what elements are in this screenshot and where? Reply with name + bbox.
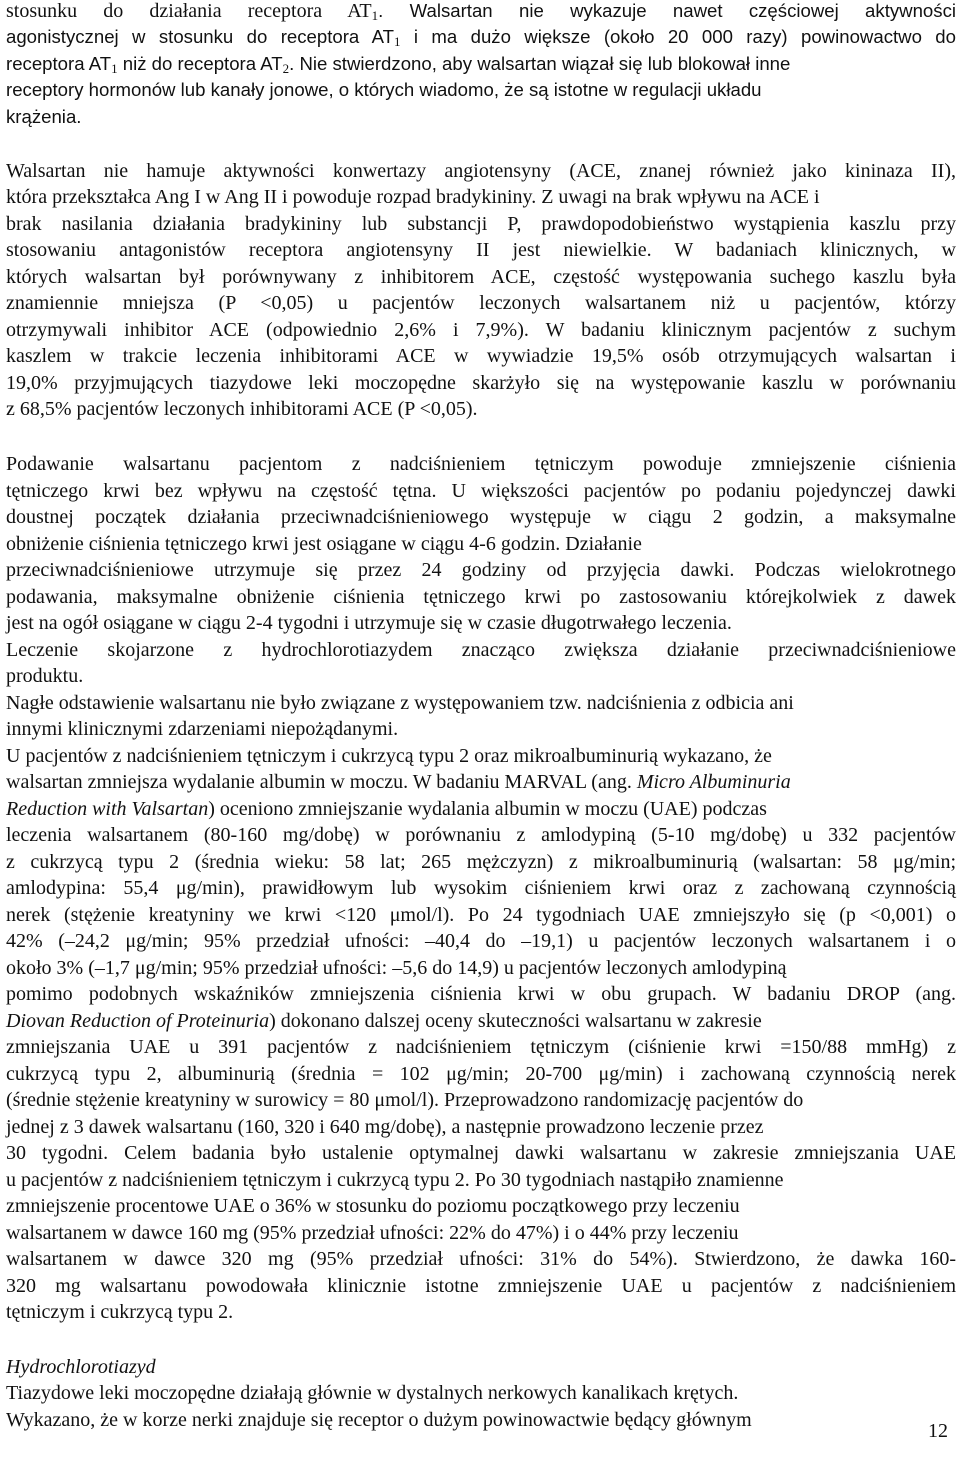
text-segment: ) oceniono zmniejszanie wydalania albumin w moczu (UAE) podczas [208,798,767,820]
italic-text: Reduction with Valsartan [6,798,209,820]
text-segment: receptora AT [6,53,112,74]
text-line [6,343,956,370]
text-line [6,237,956,264]
text-line [6,875,956,902]
text-segment: leczenia walsartanem (80-160 mg/dobę) w porównaniu z amlodypiną (5-10 mg/dobę) u 332 pacjentów [6,824,956,846]
text-line [6,769,791,796]
text-line [6,158,956,185]
text-line [6,1354,156,1381]
text-line [6,77,762,104]
text-segment: walsartan zmniejsza wydalanie albumin w moczu. W badaniu MARVAL (ang. [6,771,637,793]
text-line [6,1193,740,1220]
text-segment: amlodypina: 55,4 μg/min), prawidłowym lub wysokim ciśnieniem krwi oraz z zachowaną czynnością [6,877,956,899]
text-segment: cukrzycą typu 2, albuminurią (średnia = 102 μg/min; 20-700 μg/min) i zachowaną czynnością nerek [6,1063,956,1085]
text-line [6,264,956,291]
text-line [6,1220,739,1247]
italic-text: Hydrochlorotiazyd [6,1356,156,1378]
text-segment: Leczenie skojarzone z hydrochlorotiazydem znacząco zwiększa działanie przeciwnadciśnieniowe [6,639,956,661]
text-segment: z cukrzycą typu 2 (średnia wieku: 58 lat; 265 mężczyzn) z mikroalbuminurią (walsartan: 58 μg/min; [6,851,956,873]
text-line [6,1061,956,1088]
text-segment: agonistycznej w stosunku do receptora AT [6,26,394,47]
text-segment: która przekształca Ang I w Ang II i powoduje rozpad bradykininy. Z uwagi na brak wpływu na ACE i [6,186,820,208]
text-line [6,663,83,690]
text-line [6,1034,956,1061]
italic-text: Diovan Reduction of Proteinuria [6,1010,270,1032]
text-segment: u pacjentów z nadciśnieniem tętniczym i cukrzycą typu 2. Po 30 tygodniach nastąpiło znamienne [6,1169,784,1191]
text-segment: jest na ogół osiągane w ciągu 2-4 tygodni i utrzymuje się w czasie długotrwałego leczenia. [6,612,732,634]
text-line [6,211,956,238]
text-line [6,531,642,558]
text-segment: doustnej początek działania przeciwnadciśnieniowego występuje w ciągu 2 godzin, a maksymalne [6,506,956,528]
text-segment: niż do receptora AT [117,53,283,74]
subscript: 1 [394,34,401,49]
text-segment: obniżenie ciśnienia tętniczego krwi jest osiągane w ciągu 4-6 godzin. Działanie [6,533,642,555]
text-line [6,1114,764,1141]
text-segment: ) dokonano dalszej oceny skuteczności walsartanu w zakresie [269,1010,762,1032]
text-line [6,184,820,211]
text-line [6,1008,762,1035]
text-line [6,822,956,849]
text-segment: Wykazano, że w korze nerki znajduje się receptor o dużym powinowactwie będący głównym [6,1409,752,1431]
text-line [6,51,790,78]
text-line [6,716,398,743]
text-line [6,0,956,25]
subscript: 1 [371,8,379,23]
text-line [6,1246,956,1273]
text-line [6,451,956,478]
text-segment: zmniejszenie procentowe UAE o 36% w stosunku do poziomu początkowego przy leczeniu [6,1195,740,1217]
text-segment: otrzymywali inhibitor ACE (odpowiednio 2,6% i 7,9%). W badaniu klinicznym pacjentów z suchym [6,319,956,341]
text-line [6,902,956,929]
text-segment: receptory hormonów lub kanały jonowe, o których wiadomo, że są istotne w regulacji układu [6,79,762,100]
text-segment: przeciwnadciśnieniowe utrzymuje się przez 24 godziny od przyjęcia dawki. Podczas wielokrotnego [6,559,956,581]
text-segment: produktu. [6,665,84,687]
text-line [6,743,772,770]
text-line [6,1299,233,1326]
text-segment: stosowaniu antagonistów receptora angiotensyny II jest niewielkie. W badaniach klinicznych, w [6,239,956,261]
subscript: 1 [111,61,118,76]
text-segment: znamiennie mniejsza (P <0,05) u pacjentów leczonych walsartanem niż u pacjentów, którzy [6,292,956,314]
text-segment: kaszlem w trakcie leczenia inhibitorami ACE w wywiadzie 19,5% osób otrzymujących walsartan i [6,345,956,367]
text-segment: Nagłe odstawienie walsartanu nie było związane z występowaniem tzw. nadciśnienia z odbicia ani [6,692,794,714]
text-segment: nerek (stężenie kreatyniny we krwi <120 μmol/l). Po 24 tygodniach UAE zmniejszyło się (p <0,001) o [6,904,956,926]
text-segment: podawania, maksymalne obniżenie ciśnienia tętniczego krwi po zastosowaniu którejkolwiek z dawek [6,586,956,608]
text-segment: Tiazydowe leki moczopędne działają głównie w dystalnych nerkowych kanalikach krętych. [6,1382,739,1404]
text-segment: tętniczym i cukrzycą typu 2. [6,1301,234,1323]
text-line [6,104,81,131]
text-line [6,1380,738,1407]
text-segment: . Nie stwierdzono, aby walsartan wiązał się lub blokował inne [289,53,791,74]
text-segment: walsartanem w dawce 160 mg (95% przedział ufności: 22% do 47%) i o 44% przy leczeniu [6,1222,739,1244]
text-segment: Walsartan nie hamuje aktywności konwertazy angiotensyny (ACE, znanej również jako kininaza II), [6,160,956,182]
text-line [6,584,956,611]
text-line [6,1407,752,1434]
subscript: 2 [282,61,290,76]
text-segment: (średnie stężenie kreatyniny w surowicy = 80 μmol/l). Przeprowadzono randomizację pacjentów do [6,1089,804,1111]
text-line [6,955,787,982]
text-line [6,1087,803,1114]
text-segment: 19,0% przyjmujących tiazydowe leki moczopędne skarżyło się na występowanie kaszlu w porównaniu [6,372,956,394]
text-segment: których walsartan był porównywany z inhibitorem ACE, częstość występowania suchego kaszlu była [6,266,956,288]
text-line [6,290,956,317]
text-line [6,637,956,664]
text-segment: z 68,5% pacjentów leczonych inhibitorami ACE (P <0,05). [6,398,478,420]
text-line [6,1167,784,1194]
text-segment: tętniczego krwi bez wpływu na częstość tętna. U większości pacjentów po podaniu pojedynczej dawki [6,480,956,502]
text-segment: pomimo podobnych wskaźników zmniejszenia ciśnienia krwi w obu grupach. W badaniu DROP (ang. [6,983,956,1005]
text-line [6,849,956,876]
text-line [6,796,767,823]
text-line [6,317,956,344]
text-segment: walsartanem w dawce 320 mg (95% przedział ufności: 31% do 54%). Stwierdzono, że dawka 160- [6,1248,956,1270]
text-line [6,396,478,423]
text-line [6,24,956,51]
page-number: 12 [928,1420,948,1442]
text-segment: . Walsartan nie wykazuje nawet częściowej aktywności [378,0,956,21]
text-line [6,504,956,531]
text-segment: krążenia. [6,106,82,127]
text-line [6,1140,956,1167]
text-segment: U pacjentów z nadciśnieniem tętniczym i cukrzycą typu 2 oraz mikroalbuminurią wykazano, że [6,745,772,767]
text-line [6,928,956,955]
italic-text: Micro Albuminuria [636,771,791,793]
text-line [6,690,794,717]
text-segment: brak nasilania działania bradykininy lub substancji P, prawdopodobieństwo wystąpienia kaszlu przy [6,213,956,235]
text-segment: 320 mg walsartanu powodowała klinicznie istotne zmniejszenie UAE u pacjentów z nadciśnieniem [6,1275,956,1297]
text-line [6,1273,956,1300]
text-line [6,981,956,1008]
text-segment: jednej z 3 dawek walsartanu (160, 320 i 640 mg/dobę), a następnie prowadzono leczenie przez [6,1116,764,1138]
text-segment: około 3% (–1,7 μg/min; 95% przedział ufności: –5,6 do 14,9) u pacjentów leczonych amlodypiną [6,957,787,979]
text-segment: i ma dużo większe (około 20 000 razy) powinowactwo do [400,26,956,47]
text-line [6,370,956,397]
text-segment: innymi klinicznymi zdarzeniami niepożądanymi. [6,718,399,740]
text-line [6,557,956,584]
text-line [6,610,732,637]
text-segment: 30 tygodni. Celem badania było ustalenie optymalnej dawki walsartanu w zakresie zmniejszania UAE [6,1142,956,1164]
text-segment: zmniejszania UAE u 391 pacjentów z nadciśnieniem tętniczym (ciśnienie krwi =150/88 mmHg) z [6,1036,956,1058]
text-line [6,478,956,505]
text-segment: Podawanie walsartanu pacjentom z nadciśnieniem tętniczym powoduje zmniejszenie ciśnienia [6,453,956,475]
text-segment: 42% (–24,2 μg/min; 95% przedział ufności: –40,4 do –19,1) u pacjentów leczonych walsartanem i o [6,930,956,952]
text-segment: stosunku do działania receptora AT [6,0,372,22]
